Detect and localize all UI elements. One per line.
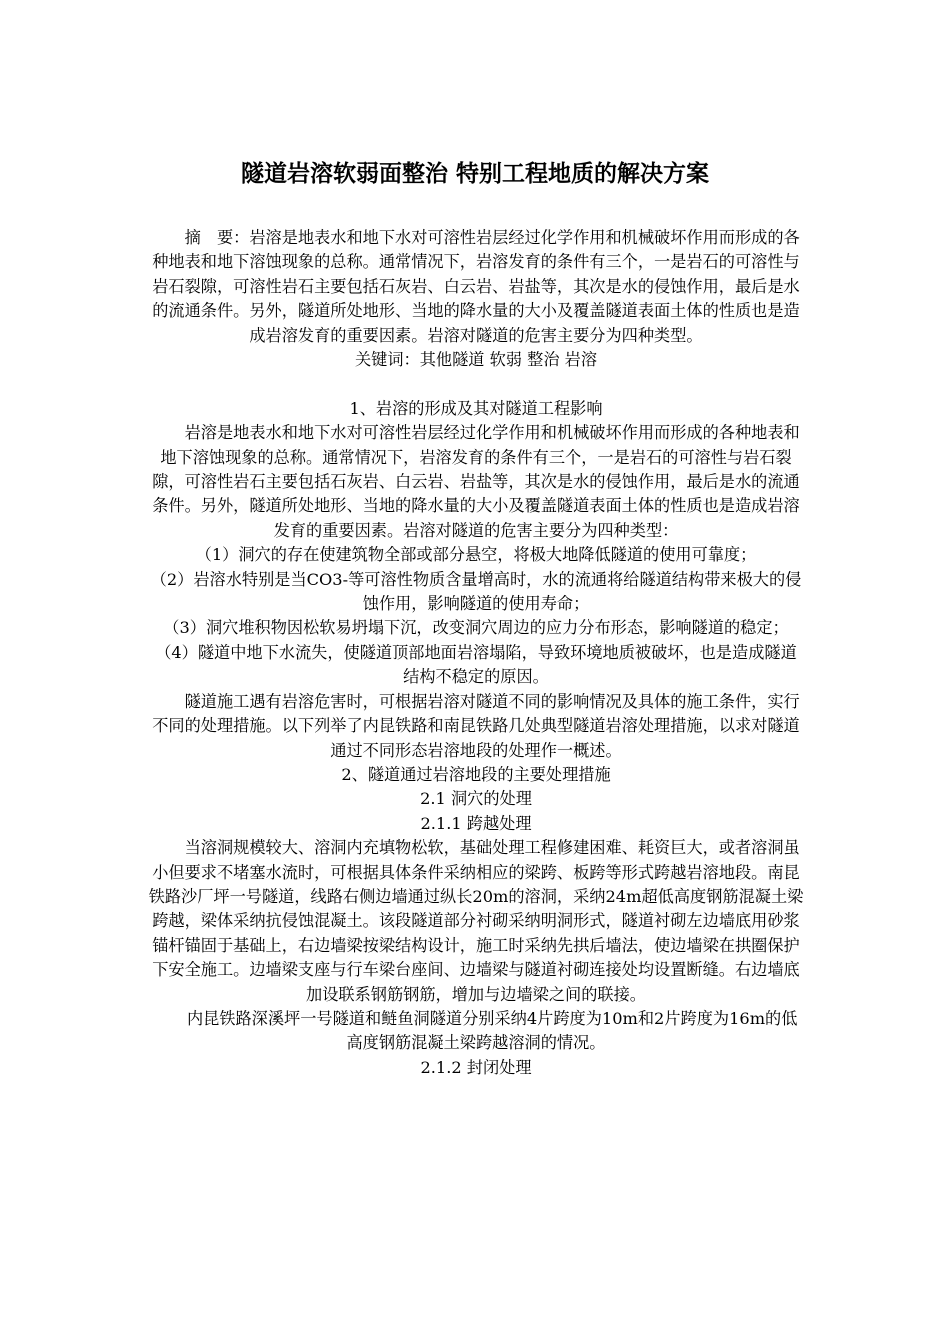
section-2-1-2-heading: 2.1.2 封闭处理: [420, 1057, 532, 1077]
section-1-paragraph: 岩溶是地表水和地下水对可溶性岩层经过化学作用和机械破坏作用而形成的各种地表和地下溶蚀现象的总称。通常情况下，岩溶发育的条件有三个，一是岩石的可溶性与岩石裂隙，可溶性岩石主要包括石灰岩、白云岩、岩盐等，其次是水的侵蚀作用，最后是水的流通条件。另外，隧道所处地形、当地的降水量的大小及覆盖隧道表面土体的性质也是造成岩溶发育的重要因素。岩溶对隧道的危害主要分为四种类型：: [152, 423, 800, 540]
section-1-heading: 1、岩溶的形成及其对隧道工程影响: [349, 398, 603, 418]
blank-line: [148, 372, 804, 396]
document-title: 隧道岩溶软弱面整治 特别工程地质的解决方案: [240, 161, 709, 187]
neikun-paragraph: 内昆铁路深溪坪一号隧道和鲢鱼洞隧道分别采纳4片跨度为10m和2片跨度为16m的低高度钢筋混凝土梁跨越溶洞的情况。: [186, 1008, 798, 1053]
list-item-1: （1）洞穴的存在使建筑物全部或部分悬空，将极大地降低隧道的使用可靠度；: [195, 545, 757, 565]
intro-paragraph: 隧道施工遇有岩溶危害时，可根据岩溶对隧道不同的影响情况及具体的施工条件，实行不同的处理措施。以下列举了内昆铁路和南昆铁路几处典型隧道岩溶处理措施，以求对隧道通过不同形态岩溶地段的处理作一概述。: [152, 691, 800, 760]
list-item-3: （3）洞穴堆积物因松软易坍塌下沉，改变洞穴周边的应力分布形态，影响隧道的稳定；: [163, 618, 789, 638]
document-body: [148, 226, 804, 1080]
section-2-1-heading: 2.1 洞穴的处理: [420, 789, 532, 809]
section-2-1-1-paragraph: 当溶洞规模较大、溶洞内充填物松软，基础处理工程修建困难、耗资巨大，或者溶洞虽小但要求不堵塞水流时，可根据具体条件采纳相应的梁跨、板跨等形式跨越岩溶地段。南昆铁路沙厂坪一号隧道，线路右侧边墙通过纵长20m的溶洞，采纳24m超低高度钢筋混凝土梁跨越，梁体采纳抗侵蚀混凝土。该段隧道部分衬砌采纳明洞形式，隧道衬砌左边墙底用砂浆锚杆锚固于基础上，右边墙梁按梁结构设计，施工时采纳先拱后墙法，使边墙梁在拱圈保护下安全施工。边墙梁支座与行车梁台座间、边墙梁与隧道衬砌连接处均设置断缝。右边墙底加设联系钢筋钢筋，增加与边墙梁之间的联接。: [148, 838, 804, 1004]
abstract-paragraph: 摘 要：岩溶是地表水和地下水对可溶性岩层经过化学作用和机械破坏作用而形成的各种地表和地下溶蚀现象的总称。通常情况下，岩溶发育的条件有三个，一是岩石的可溶性与岩石裂隙，可溶性岩石主要包括石灰岩、白云岩、岩盐等，其次是水的侵蚀作用，最后是水的流通条件。另外，隧道所处地形、当地的降水量的大小及覆盖隧道表面土体的性质也是造成岩溶发育的重要因素。岩溶对隧道的危害主要分为四种类型。: [152, 228, 800, 345]
section-2-heading: 2、隧道通过岩溶地段的主要处理措施: [341, 764, 611, 784]
keywords-line: 关键词：其他隧道 软弱 整治 岩溶: [354, 350, 598, 370]
section-2-1-1-heading: 2.1.1 跨越处理: [420, 813, 532, 833]
list-item-2: （2）岩溶水特别是当CO3-等可溶性物质含量增高时，水的流通将给隧道结构带来极大的侵蚀作用，影响隧道的使用寿命；: [150, 569, 802, 614]
list-item-4: （4）隧道中地下水流失，使隧道顶部地面岩溶塌陷，导致环境地质被破坏，也是造成隧道结构不稳定的原因。: [155, 642, 797, 687]
